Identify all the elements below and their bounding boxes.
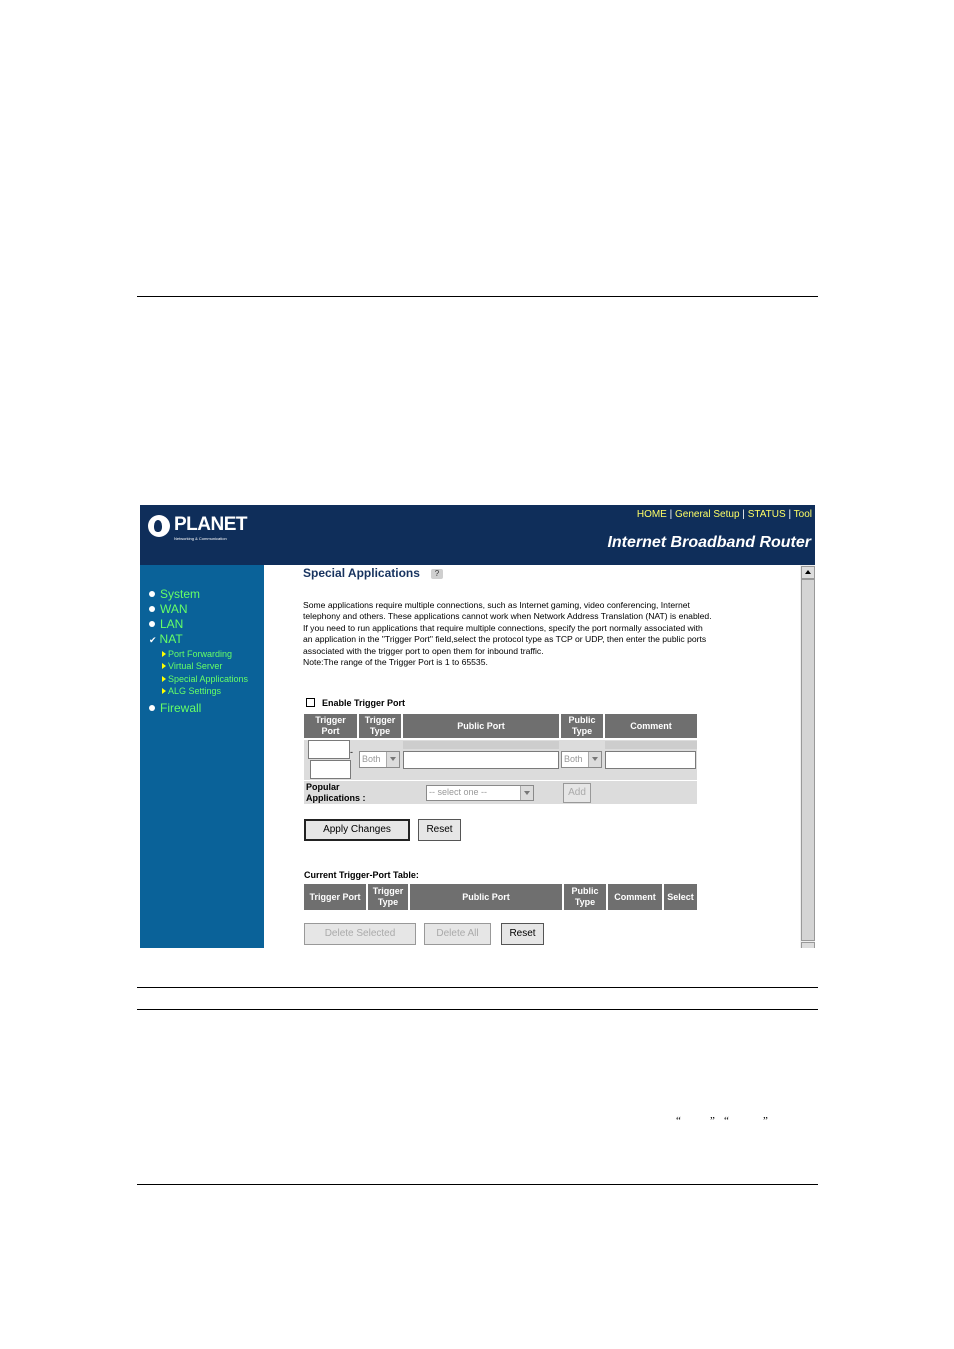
sidebar-item-label: Firewall	[160, 701, 202, 715]
description-line: Note:The range of the Trigger Port is 1 to 65535.	[303, 657, 488, 668]
comment-input[interactable]	[605, 751, 696, 769]
apply-changes-button[interactable]: Apply Changes	[304, 819, 410, 841]
doc-quote-open: “	[676, 1115, 681, 1127]
doc-rule-top	[137, 296, 818, 297]
sidebar-subitem-alg-settings[interactable]	[162, 686, 221, 696]
sidebar-subitem-special-applications[interactable]	[162, 674, 248, 684]
sidebar-item-label: NAT	[159, 632, 183, 646]
form-header-public-type: Public Type	[561, 714, 603, 738]
chevron-down-icon	[520, 786, 533, 800]
doc-quote-close: ”	[763, 1115, 768, 1127]
bullet-icon	[149, 606, 155, 612]
public-port-input[interactable]	[403, 751, 559, 769]
table-header-select: Select	[664, 884, 697, 910]
popular-applications-select[interactable]: -- select one --	[426, 785, 534, 801]
nav-link-status[interactable]: STATUS	[747, 509, 786, 520]
chevron-down-icon	[386, 752, 399, 767]
doc-rule-bottom	[137, 1184, 818, 1185]
arrow-right-icon	[162, 651, 166, 657]
nav-link-general-setup[interactable]: General Setup	[675, 509, 740, 520]
planet-logo	[148, 513, 248, 543]
table-reset-button[interactable]: Reset	[501, 923, 544, 945]
logo-tagline: Networking & Communication	[174, 536, 227, 541]
sidebar-item-label: System	[160, 587, 201, 601]
main-content	[264, 565, 800, 948]
table-header-public-type: Public Type	[564, 884, 606, 910]
enable-trigger-port-label: Enable Trigger Port	[322, 698, 406, 708]
sidebar-item-nat[interactable]	[149, 632, 183, 646]
page-description	[303, 600, 773, 668]
reset-button[interactable]: Reset	[418, 819, 461, 841]
sidebar-item-label: WAN	[160, 602, 188, 616]
scroll-up-arrow-icon[interactable]	[801, 566, 815, 579]
sidebar-subitem-virtual-server[interactable]	[162, 661, 222, 671]
sidebar-item-lan[interactable]	[149, 617, 183, 631]
chevron-down-icon	[588, 752, 601, 767]
bullet-icon	[149, 705, 155, 711]
nav-link-tool[interactable]: Tool	[793, 509, 812, 520]
top-nav: HOME | General Setup | STATUS | Tool	[636, 509, 812, 520]
popular-applications-label: Popular Applications :	[306, 782, 366, 803]
description-line: associated with the trigger port to open them for inbound traffic.	[303, 645, 544, 656]
row-shade	[605, 741, 697, 749]
doc-rule-caption-bottom	[137, 1009, 818, 1010]
nav-link-home[interactable]: HOME	[636, 509, 667, 520]
scroll-down-arrow-icon[interactable]	[801, 942, 815, 948]
trigger-port-end-input[interactable]	[310, 760, 351, 779]
sidebar-item-label: LAN	[160, 617, 184, 631]
doc-rule-caption-top	[137, 987, 818, 988]
bullet-icon	[149, 591, 155, 597]
add-button[interactable]: Add	[563, 783, 591, 803]
form-header-public-port: Public Port	[403, 714, 559, 738]
description-line: an application in the "Trigger Port" field,select the protocol type as TCP or UDP, then enter the public ports	[303, 634, 707, 645]
enable-trigger-port-checkbox[interactable]	[306, 698, 315, 707]
delete-all-button[interactable]: Delete All	[424, 923, 491, 945]
product-name: Internet Broadband Router	[607, 534, 811, 551]
sidebar-subitem-label: Virtual Server	[168, 661, 223, 671]
table-header-public-port: Public Port	[410, 884, 562, 910]
range-dash: -	[350, 747, 353, 757]
sidebar-subitem-label: Port Forwarding	[168, 649, 233, 659]
router-screenshot	[140, 505, 815, 948]
trigger-type-select[interactable]: Both	[359, 751, 400, 768]
page-title: Special Applications	[303, 566, 420, 580]
planet-globe-icon	[148, 515, 170, 537]
trigger-port-table-title: Current Trigger-Port Table:	[304, 870, 419, 880]
help-icon[interactable]: ?	[431, 569, 443, 579]
public-type-select[interactable]: Both	[561, 751, 602, 768]
sidebar-subitem-port-forwarding[interactable]	[162, 649, 232, 659]
sidebar-item-wan[interactable]	[149, 602, 188, 616]
description-line: If you need to run applications that require multiple connections, specify the port normally associated with	[303, 622, 703, 633]
trigger-port-start-input[interactable]	[308, 740, 350, 759]
arrow-right-icon	[162, 688, 166, 694]
form-header-trigger-port: Trigger Port	[304, 714, 357, 738]
table-header-trigger-port: Trigger Port	[304, 884, 366, 910]
scrollbar-thumb[interactable]	[801, 579, 815, 941]
form-header-trigger-type: Trigger Type	[359, 714, 401, 738]
doc-quote-close: ”	[710, 1115, 715, 1127]
checkmark-icon: ✔	[149, 635, 157, 645]
sidebar-item-system[interactable]	[149, 587, 200, 601]
sidebar-item-firewall[interactable]	[149, 701, 201, 715]
vertical-scrollbar[interactable]	[800, 565, 815, 948]
logo-text: PLANET	[174, 514, 247, 535]
delete-selected-button[interactable]: Delete Selected	[304, 923, 416, 945]
table-header-trigger-type: Trigger Type	[368, 884, 408, 910]
enable-trigger-port-row	[306, 698, 405, 708]
table-header-comment: Comment	[608, 884, 662, 910]
arrow-right-icon	[162, 663, 166, 669]
doc-quote-open: “	[724, 1115, 729, 1127]
sidebar-subitem-label: Special Applications	[168, 674, 249, 684]
description-line: telephony and others. These applications cannot work when Network Address Translation (NAT) is enabled.	[303, 611, 712, 622]
arrow-right-icon	[162, 676, 166, 682]
row-shade	[403, 741, 559, 749]
bullet-icon	[149, 621, 155, 627]
description-line: Some applications require multiple connections, such as Internet gaming, video conferencing, Internet	[303, 600, 690, 610]
form-header-comment: Comment	[605, 714, 697, 738]
sidebar-subitem-label: ALG Settings	[168, 686, 222, 696]
router-header	[140, 505, 815, 565]
sidebar	[140, 565, 264, 948]
